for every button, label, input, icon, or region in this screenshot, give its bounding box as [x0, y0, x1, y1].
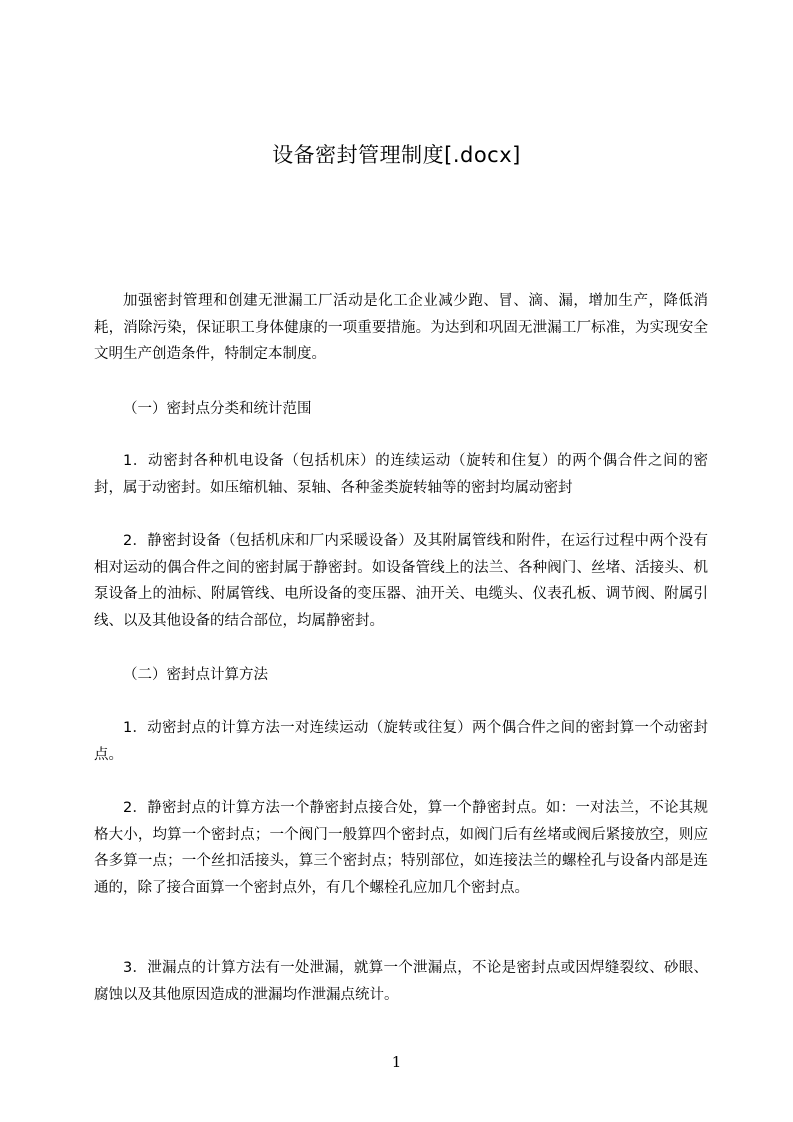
- document-title: 设备密封管理制度[.docx]: [272, 143, 521, 167]
- page-number: 1: [391, 1053, 402, 1071]
- section2-heading: （二）密封点计算方法: [123, 667, 268, 683]
- section2-item1-paragraph: 1．动密封点的计算方法一对连续运动（旋转或往复）两个偶合件之间的密封算一个动密封点。: [94, 720, 708, 763]
- intro-paragraph: 加强密封管理和创建无泄漏工厂活动是化工企业减少跑、冒、滴、漏，增加生产，降低消耗，消除污染，保证职工身体健康的一项重要措施。为达到和巩固无泄漏工厂标准，为实现安全文明生产创造条件，特制定本制度。: [94, 293, 708, 362]
- section1-heading: （一）密封点分类和统计范围: [123, 401, 312, 417]
- section1-item1-paragraph: 1．动密封各种机电设备（包括机床）的连续运动（旋转和住复）的两个偶合件之间的密封，属于动密封。如压缩机轴、泵轴、各种釜类旋转轴等的密封均属动密封: [94, 453, 708, 496]
- section2-item2-paragraph: 2．静密封点的计算方法一个静密封点接合处，算一个静密封点。如：一对法兰，不论其规格大小，均算一个密封点；一个阀门一般算四个密封点，如阀门后有丝堵或阀后紧接放空，则应各多算一点；一个丝扣活接头，算三个密封点；特别部位，如连接法兰的螺栓孔与设备内部是连通的，除了接合面算一个密封点外，有几个螺栓孔应加几个密封点。: [94, 800, 708, 896]
- section1-item2-paragraph: 2．静密封设备（包括机床和厂内采暖设备）及其附属管线和附件，在运行过程中两个没有相对运动的偶合件之间的密封属于静密封。如设备管线上的法兰、各种阀门、丝堵、活接头、机泵设备上的油标、附属管线、电所设备的变压器、油开关、电缆头、仪表孔板、调节阀、附属引线、以及其他设备的结合部位，均属静密封。: [94, 533, 708, 629]
- section2-item3-paragraph: 3．泄漏点的计算方法有一处泄漏，就算一个泄漏点，不论是密封点或因焊缝裂纹、砂眼、腐蚀以及其他原因造成的泄漏均作泄漏点统计。: [94, 960, 708, 1003]
